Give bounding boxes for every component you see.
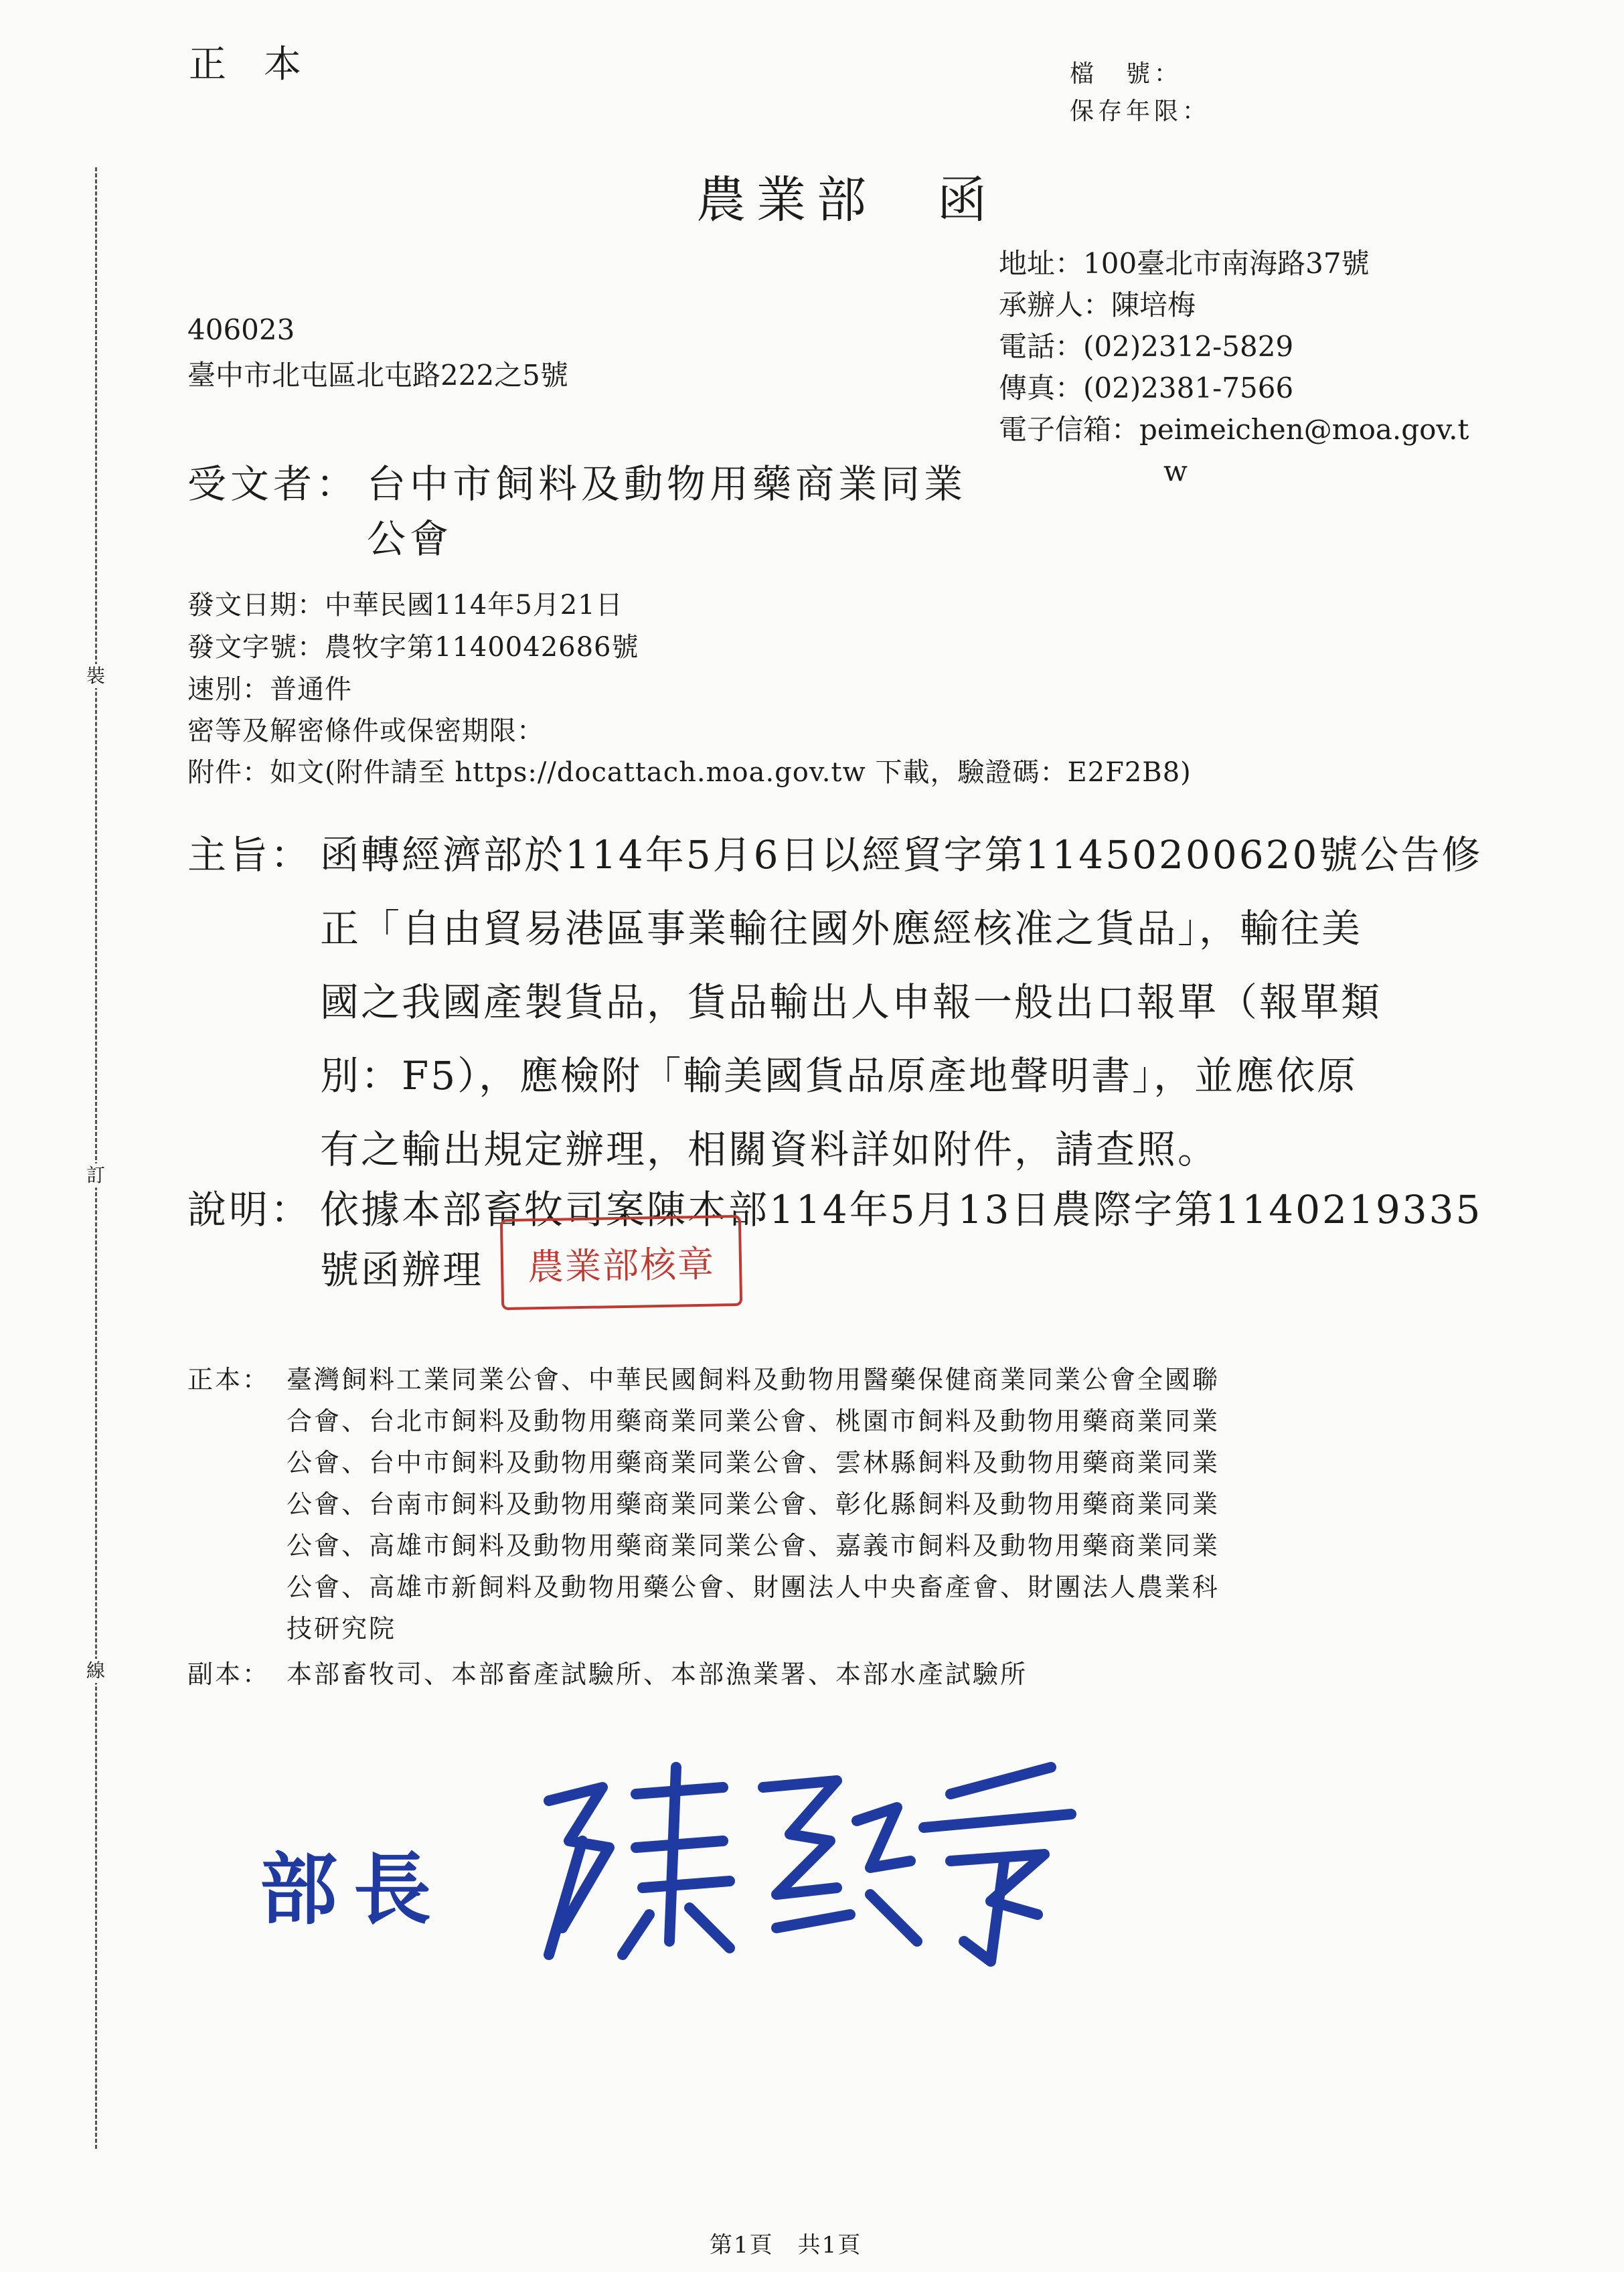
secrecy-level: 密等及解密條件或保密期限： <box>187 716 544 746</box>
subject-line: 別：F5），應檢附「輸美國貨品原產地聲明書」，並應依原 <box>320 1053 1358 1099</box>
recipient-name-continued: 公會 <box>367 516 453 562</box>
subject-line: 有之輸出規定辦理，相關資料詳如附件，請查照。 <box>320 1127 1219 1172</box>
page-number: 第1頁 共1頁 <box>710 2232 862 2259</box>
explanation-line: 號函辦理 <box>320 1247 484 1293</box>
issue-date: 發文日期：中華民國114年5月21日 <box>187 590 623 621</box>
handwritten-signature <box>522 1740 1098 1968</box>
email-address: 電子信箱：peimeichen@moa.gov.t <box>999 413 1469 446</box>
document-number: 發文字號：農牧字第1140042686號 <box>187 632 639 663</box>
original-recipients-line: 公會、高雄市新飼料及動物用藥公會、財團法人中央畜產會、財團法人農業科 <box>287 1572 1220 1602</box>
subject-label: 主旨： <box>187 832 313 878</box>
original-recipients-line: 合會、台北市飼料及動物用藥商業同業公會、桃園市飼料及動物用藥商業同業 <box>287 1406 1220 1436</box>
recipient-label: 受文者： <box>187 461 359 507</box>
original-recipients-line: 臺灣飼料工業同業公會、中華民國飼料及動物用醫藥保健商業同業公會全國聯 <box>287 1365 1220 1394</box>
minister-title: 部長 <box>260 1844 447 1935</box>
delivery-speed: 速別：普通件 <box>187 674 352 705</box>
phone-number: 電話：(02)2312-5829 <box>999 330 1294 363</box>
fold-mark-staple: 訂 <box>84 1163 107 1188</box>
email-address-wrap: w <box>1163 455 1188 487</box>
attachment-info: 附件：如文(附件請至 https://docattach.moa.gov.tw 下載，驗證碼：E2F2B8) <box>187 757 1192 788</box>
binding-dashed-line <box>95 167 97 2149</box>
recipient-address: 臺中市北屯區北屯路222之5號 <box>187 359 568 392</box>
fold-mark-line: 線 <box>84 1659 107 1683</box>
original-recipients-label: 正本： <box>187 1365 270 1394</box>
copy-type-mark: 正本 <box>189 43 339 86</box>
original-recipients-line: 技研究院 <box>287 1614 397 1643</box>
fold-mark-bind: 裝 <box>84 664 107 688</box>
handler-name: 承辦人：陳培梅 <box>999 289 1196 321</box>
original-recipients-line: 公會、台中市飼料及動物用藥商業同業公會、雲林縣飼料及動物用藥商業同業 <box>287 1448 1220 1477</box>
recipient-zip: 406023 <box>187 313 295 346</box>
fax-number: 傳真：(02)2381-7566 <box>999 372 1294 404</box>
subject-line: 國之我國產製貨品，貨品輸出人申報一般出口報單（報單類 <box>320 979 1382 1025</box>
sender-address: 地址：100臺北市南海路37號 <box>999 247 1370 280</box>
explanation-label: 說明： <box>187 1187 313 1232</box>
file-number-label: 檔 號： <box>1070 60 1183 88</box>
copy-recipients-line: 本部畜牧司、本部畜產試驗所、本部漁業署、本部水產試驗所 <box>287 1659 1028 1689</box>
explanation-line: 依據本部畜牧司案陳本部114年5月13日農際字第1140219335 <box>320 1187 1483 1232</box>
official-seal-stamp <box>500 1215 742 1310</box>
seal-text: 農業部核章 <box>527 1242 716 1288</box>
document-title: 農業部 函 <box>696 171 997 229</box>
copy-recipients-label: 副本： <box>187 1659 270 1689</box>
recipient-name: 台中市飼料及動物用藥商業同業 <box>367 461 967 507</box>
subject-line: 正「自由貿易港區事業輸往國外應經核准之貨品」，輸往美 <box>320 906 1363 951</box>
subject-line: 函轉經濟部於114年5月6日以經貿字第11450200620號公告修 <box>320 832 1483 878</box>
original-recipients-line: 公會、台南市飼料及動物用藥商業同業公會、彰化縣飼料及動物用藥商業同業 <box>287 1489 1220 1519</box>
original-recipients-line: 公會、高雄市飼料及動物用藥商業同業公會、嘉義市飼料及動物用藥商業同業 <box>287 1531 1220 1560</box>
retention-period-label: 保存年限： <box>1070 98 1211 125</box>
